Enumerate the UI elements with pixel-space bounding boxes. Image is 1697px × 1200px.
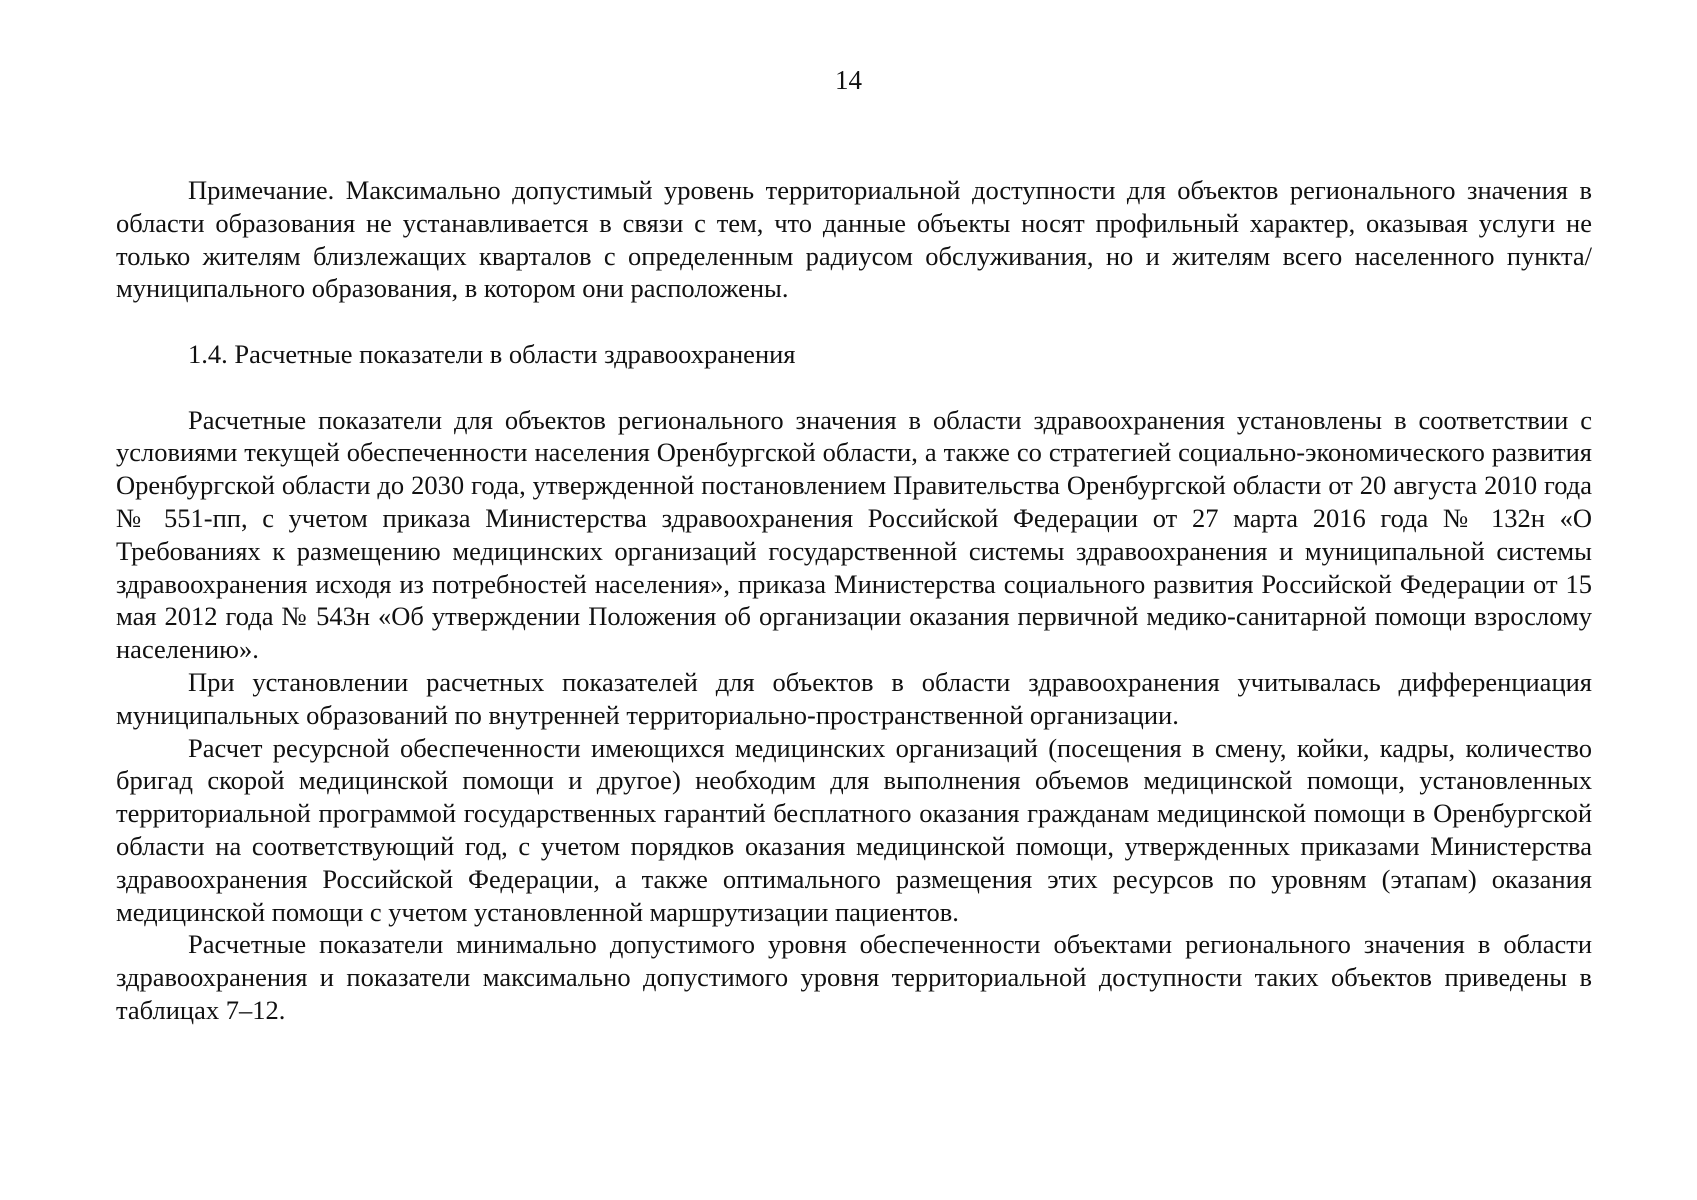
section-title: 1.4. Расчетные показатели в области здравоохранения [188, 338, 796, 369]
page-number: 14 [835, 65, 862, 95]
note-paragraph: Примечание. Максимально допустимый уровень территориальной доступности для объектов регионального значения в области образования не устанавливается в связи с тем, что данные объекты носят профильный характер, оказывая услуги не только жителям близлежащих кварталов с определенным радиусом обслуживания, но и жителям всего населенного пункта/муниципального образования, в котором они расположены. [116, 175, 1592, 304]
spacer [116, 371, 1592, 404]
body-paragraph: При установлении расчетных показателей для объектов в области здравоохранения учитывалась дифференциация муниципальных образований по внутренней территориально-пространственной организации. [116, 666, 1592, 730]
body-paragraph: Расчет ресурсной обеспеченности имеющихся медицинских организаций (посещения в смену, койки, кадры, количество бригад скорой медицинской помощи и другое) необходим для выполнения объемов медицинской помощи, установленных территориальной программой государственных гарантий бесплатного оказания гражданам медицинской помощи в Оренбургской области на соответствующий год, с учетом порядков оказания медицинской помощи, утвержденных приказами Министерства здравоохранения Российской Федерации, а также оптимального размещения этих ресурсов по уровням (этапам) оказания медицинской помощи с учетом установленной маршрутизации пациентов. [116, 732, 1592, 927]
spacer [116, 305, 1592, 338]
body-paragraph: Расчетные показатели минимально допустимого уровня обеспеченности объектами регионального значения в области здравоохранения и показатели максимально допустимого уровня территориальной доступности таких объектов приведены в таблицах 7–12. [116, 929, 1592, 1025]
body-paragraph: Расчетные показатели для объектов регионального значения в области здравоохранения установлены в соответствии с условиями текущей обеспеченности населения Оренбургской области, а также со стратегией социально-экономического развития Оренбургской области до 2030 года, утвержденной постановлением Правительства Оренбургской области от 20 августа 2010 года № 551-пп, с учетом приказа Министерства здравоохранения Российской Федерации от 27 марта 2016 года № 132н «О Требованиях к размещению медицинских организаций государственной системы здравоохранения и муниципальной системы здравоохранения исходя из потребностей населения», приказа Министерства социального развития Российской Федерации от 15 мая 2012 года № 543н «Об утверждении Положения об организации оказания первичной медико-санитарной помощи взрослому населению». [116, 404, 1592, 665]
page-content [116, 174, 1592, 1027]
